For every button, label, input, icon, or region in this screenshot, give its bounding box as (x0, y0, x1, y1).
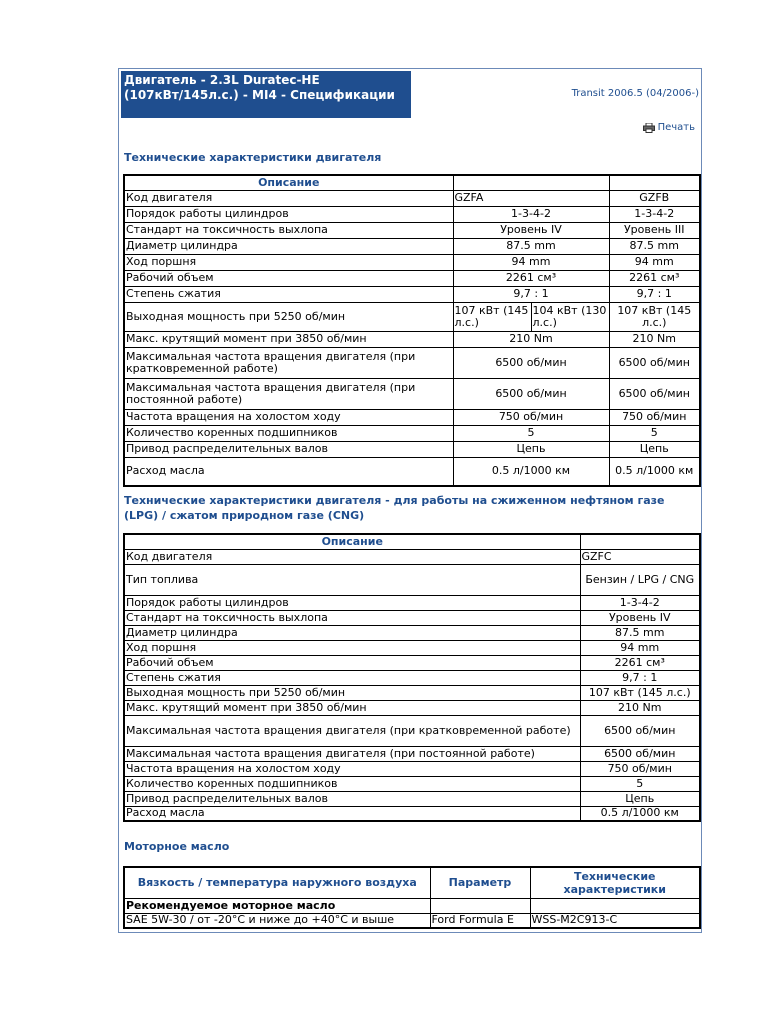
value-cell: 210 Nm (580, 700, 700, 715)
table-row (124, 761, 700, 776)
value-cell: 107 кВт (145 л.с.) (453, 302, 531, 331)
value-cell: 5 (453, 425, 609, 441)
value-cell: 87.5 mm (453, 238, 609, 254)
value-cell: 210 Nm (453, 331, 609, 347)
row-label: Макс. крутящий момент при 3850 об/мин (124, 700, 580, 715)
table-row (124, 670, 700, 685)
table-row (124, 791, 700, 806)
row-label: Диаметр цилиндра (124, 238, 453, 254)
row-label: Тип топлива (124, 564, 580, 595)
value-cell: 6500 об/мин (453, 347, 609, 378)
row-label: Рабочий объем (124, 655, 580, 670)
row-label: Частота вращения на холостом ходу (124, 761, 580, 776)
value-cell: 5 (609, 425, 700, 441)
value-cell: 94 mm (580, 640, 700, 655)
table-row (124, 595, 700, 610)
value-cell: 5 (580, 776, 700, 791)
value-cell: 87.5 mm (609, 238, 700, 254)
value-cell: 87.5 mm (580, 625, 700, 640)
col-header: Описание (124, 534, 580, 549)
value-cell: 2261 см³ (453, 270, 609, 286)
row-label: Выходная мощность при 5250 об/мин (124, 685, 580, 700)
value-cell: Цепь (609, 441, 700, 457)
value-cell: Бензин / LPG / CNG (580, 564, 700, 595)
page-title: Двигатель - 2.3L Duratec-HE (107кВт/145л.с.) - MI4 - Спецификации (121, 71, 411, 118)
row-label: Макс. крутящий момент при 3850 об/мин (124, 331, 453, 347)
value-cell: 104 кВт (130 л.с.) (531, 302, 609, 331)
table-row (124, 715, 700, 746)
value-cell: 107 кВт (145 л.с.) (580, 685, 700, 700)
table-row (124, 441, 700, 457)
table-row (124, 776, 700, 791)
table-row (124, 409, 700, 425)
table-row (124, 700, 700, 715)
subheader-cell: Рекомендуемое моторное масло (124, 898, 430, 913)
spec-page (118, 68, 702, 933)
table-row (124, 378, 700, 409)
lpg-spec-table (123, 533, 701, 822)
value-cell: 1-3-4-2 (580, 595, 700, 610)
row-label: Стандарт на токсичность выхлопа (124, 610, 580, 625)
table-row (124, 806, 700, 821)
value-cell: 6500 об/мин (609, 378, 700, 409)
value-cell: GZFA (453, 190, 609, 206)
value-cell: Уровень IV (580, 610, 700, 625)
table-row (124, 625, 700, 640)
value-cell: 750 об/мин (609, 409, 700, 425)
row-label: Максимальная частота вращения двигателя (при постоянной работе) (124, 378, 453, 409)
value-cell: 6500 об/мин (580, 715, 700, 746)
row-label: Привод распределительных валов (124, 791, 580, 806)
row-label: Стандарт на токсичность выхлопа (124, 222, 453, 238)
row-label: Максимальная частота вращения двигателя (при кратковременной работе) (124, 347, 453, 378)
section-title-lpg: Технические характеристики двигателя - для работы на сжиженном нефтяном газе (LPG) / сжатом природном газе (CNG) (124, 494, 665, 522)
value-cell: 1-3-4-2 (609, 206, 700, 222)
table-row (124, 270, 700, 286)
row-label: Рабочий объем (124, 270, 453, 286)
table-row (124, 640, 700, 655)
row-label: Количество коренных подшипников (124, 425, 453, 441)
col-header (609, 175, 700, 190)
value-cell: 1-3-4-2 (453, 206, 609, 222)
value-cell: Цепь (580, 791, 700, 806)
row-label: Ход поршня (124, 254, 453, 270)
table-row (124, 655, 700, 670)
value-cell: 107 кВт (145 л.с.) (609, 302, 700, 331)
table-row (124, 425, 700, 441)
print-button[interactable] (643, 122, 695, 133)
value-cell: 750 об/мин (580, 761, 700, 776)
value-cell: 2261 см³ (609, 270, 700, 286)
value-cell: GZFB (609, 190, 700, 206)
table-row (124, 206, 700, 222)
col-header (453, 175, 609, 190)
value-cell: 6500 об/мин (580, 746, 700, 761)
model-version: Transit 2006.5 (04/2006-) (571, 88, 699, 99)
row-label: Диаметр цилиндра (124, 625, 580, 640)
col-header: Технические характеристики (530, 867, 700, 898)
table-row (124, 564, 700, 595)
value-cell: 94 mm (609, 254, 700, 270)
table-row (124, 238, 700, 254)
value-cell: 9,7 : 1 (580, 670, 700, 685)
col-header: Описание (124, 175, 453, 190)
row-label: Количество коренных подшипников (124, 776, 580, 791)
value-cell: 0.5 л/1000 км (580, 806, 700, 821)
table-row (124, 190, 700, 206)
col-header: Параметр (430, 867, 530, 898)
table-row (124, 254, 700, 270)
row-label: Расход масла (124, 806, 580, 821)
row-label: Частота вращения на холостом ходу (124, 409, 453, 425)
row-label: Код двигателя (124, 190, 453, 206)
value-cell: 9,7 : 1 (453, 286, 609, 302)
row-label: Ход поршня (124, 640, 580, 655)
row-label: Максимальная частота вращения двигателя (при кратковременной работе) (124, 715, 580, 746)
section-title-oil: Моторное масло (124, 840, 230, 853)
value-cell: 210 Nm (609, 331, 700, 347)
value-cell: 6500 об/мин (453, 378, 609, 409)
value-cell: Уровень III (609, 222, 700, 238)
print-label: Печать (657, 122, 695, 133)
oil-spec-table (123, 866, 701, 929)
table-row (124, 302, 700, 331)
table-row (124, 286, 700, 302)
section-title-engine: Технические характеристики двигателя (124, 151, 382, 164)
value-cell: Цепь (453, 441, 609, 457)
row-label: Порядок работы цилиндров (124, 206, 453, 222)
value-cell: 0.5 л/1000 км (453, 457, 609, 486)
oil-parameter-cell: Ford Formula E (430, 913, 530, 928)
table-row (124, 331, 700, 347)
printer-icon (643, 123, 655, 133)
table-row (124, 457, 700, 486)
table-row (124, 347, 700, 378)
value-cell: GZFC (580, 549, 700, 564)
oil-spec-cell: WSS-M2C913-C (530, 913, 700, 928)
table-row (124, 685, 700, 700)
engine-spec-table (123, 174, 701, 487)
row-label: Степень сжатия (124, 670, 580, 685)
table-row (124, 222, 700, 238)
value-cell: 9,7 : 1 (609, 286, 700, 302)
row-label: Степень сжатия (124, 286, 453, 302)
value-cell: Уровень IV (453, 222, 609, 238)
row-label: Привод распределительных валов (124, 441, 453, 457)
empty-cell (530, 898, 700, 913)
value-cell: 750 об/мин (453, 409, 609, 425)
row-label: Выходная мощность при 5250 об/мин (124, 302, 453, 331)
value-cell: 6500 об/мин (609, 347, 700, 378)
empty-cell (430, 898, 530, 913)
row-label: Порядок работы цилиндров (124, 595, 580, 610)
table-row (124, 746, 700, 761)
row-label: Расход масла (124, 457, 453, 486)
value-cell: 2261 см³ (580, 655, 700, 670)
row-label: Максимальная частота вращения двигателя (при постоянной работе) (124, 746, 580, 761)
table-row (124, 610, 700, 625)
oil-viscosity-cell: SAE 5W-30 / от -20°C и ниже до +40°C и выше (124, 913, 430, 928)
col-header: Вязкость / температура наружного воздуха (124, 867, 430, 898)
value-cell: 94 mm (453, 254, 609, 270)
row-label: Код двигателя (124, 549, 580, 564)
table-row (124, 549, 700, 564)
col-header (580, 534, 700, 549)
value-cell: 0.5 л/1000 км (609, 457, 700, 486)
